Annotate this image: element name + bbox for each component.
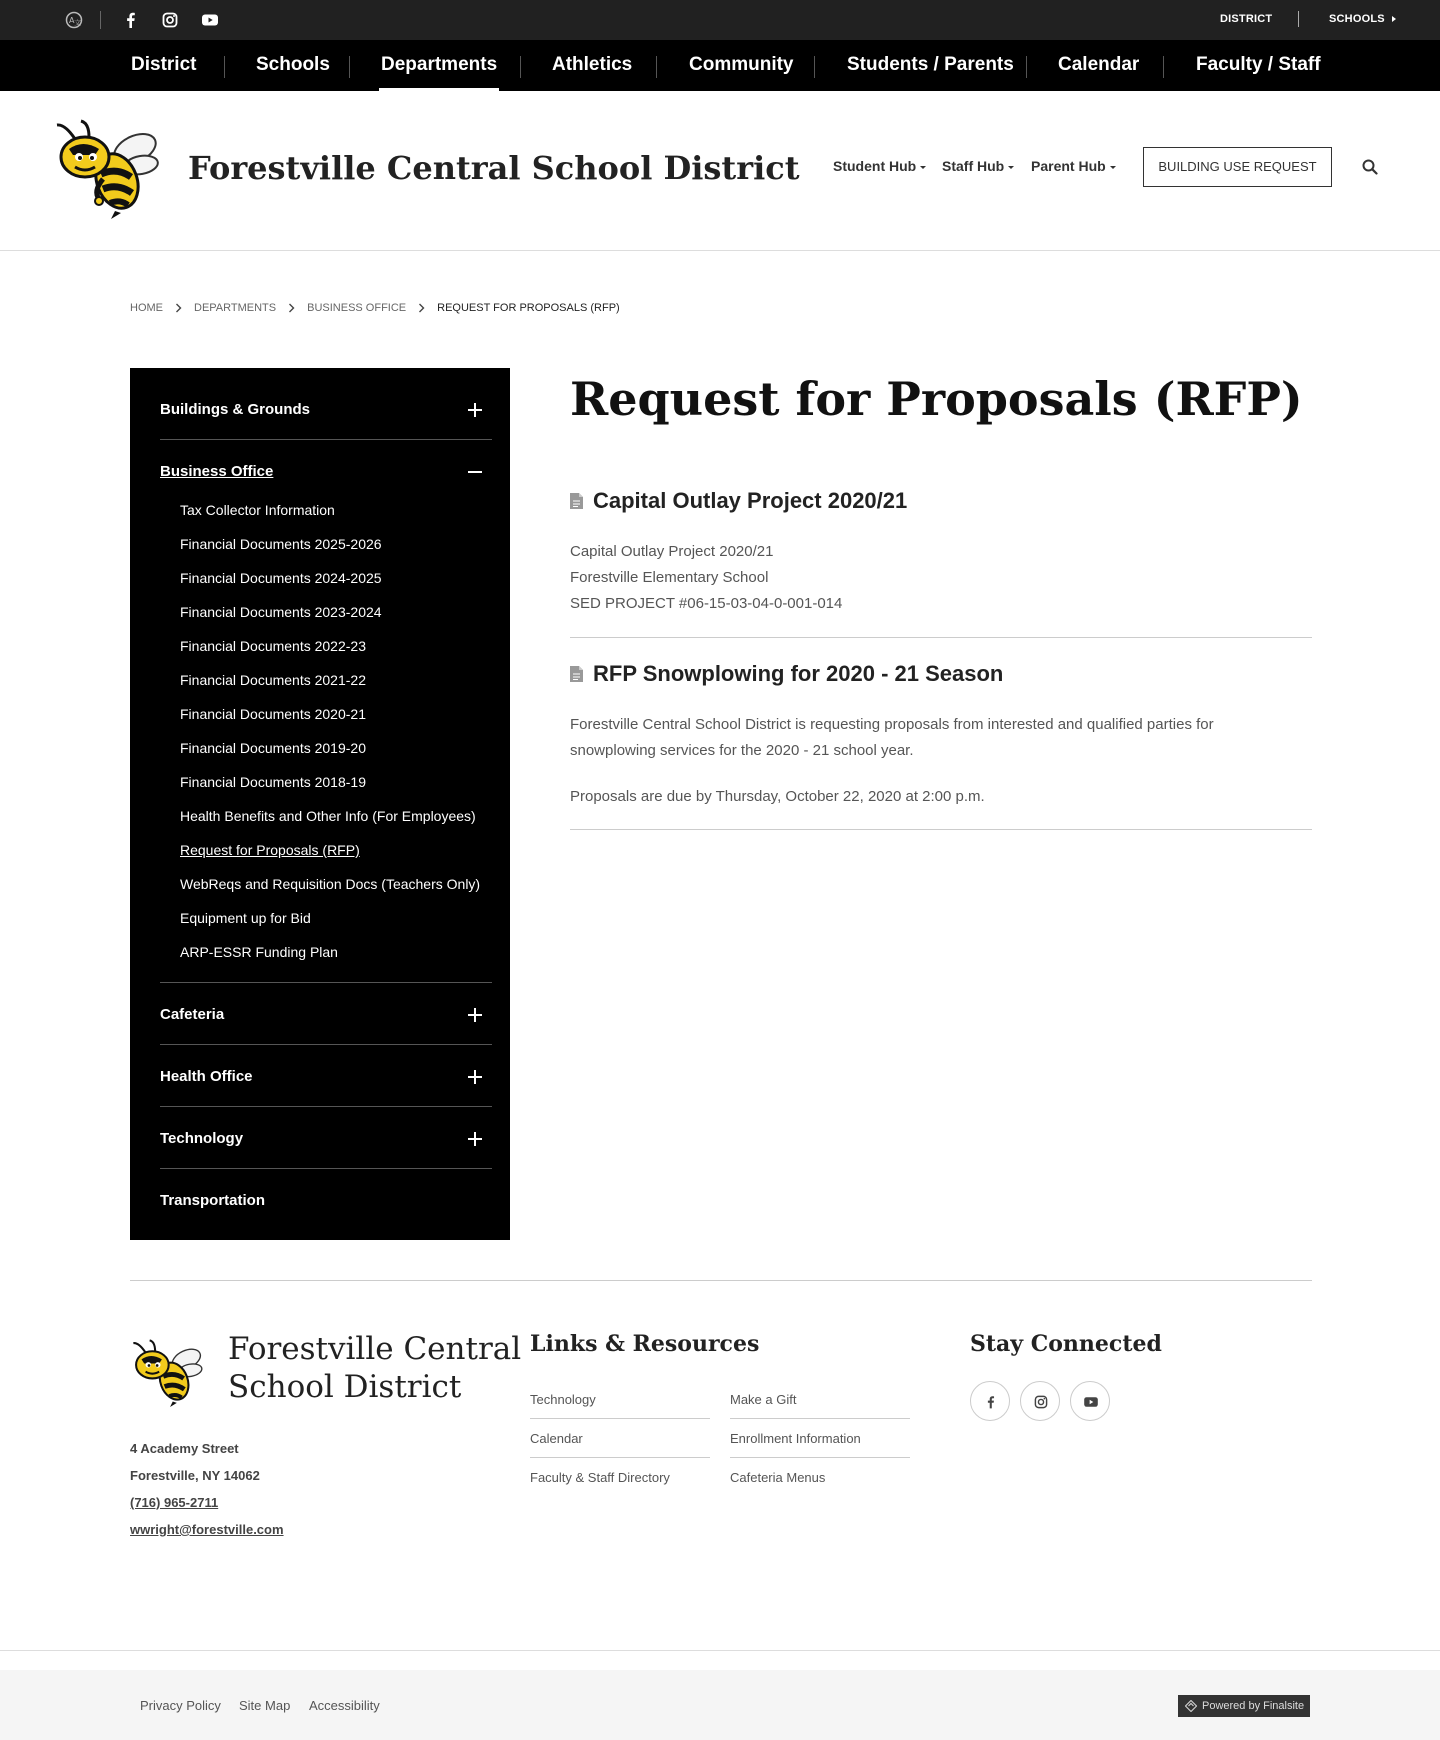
page-title: Request for Proposals (RFP) [570,372,1303,426]
sidebar-divider [160,1106,492,1107]
chevron-right-icon [175,303,182,313]
footer-hornet-logo[interactable] [132,1338,204,1408]
district-link[interactable]: DISTRICT [1220,13,1273,25]
schools-dropdown[interactable] [1329,13,1396,25]
document-icon [570,666,583,682]
post-line: snowplowing services for the 2020 - 21 school year. [570,742,914,759]
utility-divider [100,11,101,29]
nav-divider [1026,56,1027,78]
sidebar-divider [160,439,492,440]
address-city: Forestville, NY 14062 [130,1468,260,1483]
nav-divider [814,56,815,78]
submenu-item[interactable]: ARP-ESSR Funding Plan [180,944,338,960]
breadcrumb-current: REQUEST FOR PROPOSALS (RFP) [437,302,620,314]
svg-text:A: A [69,16,75,25]
links-resources-heading: Links & Resources [530,1331,760,1357]
hornet-logo[interactable] [55,119,161,219]
sidebar-item-transportation[interactable]: Transportation [160,1192,266,1209]
chevron-right-icon [418,303,425,313]
sidebar-item-cafeteria[interactable]: Cafeteria [160,1006,225,1023]
breadcrumb-departments[interactable]: DEPARTMENTS [194,302,277,314]
sidebar-section-health-office [160,1068,492,1088]
nav-schools[interactable]: Schools [256,54,330,75]
post-body-capital-outlay [570,539,1290,617]
minus-icon[interactable] [468,465,482,479]
post-line: Forestville Elementary School [570,569,769,586]
nav-divider [224,56,225,78]
footer-youtube-button[interactable] [1070,1381,1110,1421]
footer-instagram-button[interactable] [1020,1381,1060,1421]
utility-divider [1298,11,1299,27]
resource-link-make-a-gift[interactable]: Make a Gift [730,1392,910,1419]
nav-divider [1163,56,1164,78]
student-hub-dropdown[interactable] [833,158,926,174]
submenu-item[interactable]: Financial Documents 2018-19 [180,774,366,790]
sidebar-section-cafeteria [160,1006,492,1026]
submenu-item[interactable]: Financial Documents 2024-2025 [180,570,382,586]
finalsite-logo-icon [1185,1700,1197,1712]
document-icon [570,493,583,509]
breadcrumb [130,302,620,314]
nav-district[interactable]: District [131,54,197,75]
resource-link-technology[interactable]: Technology [530,1392,710,1419]
resource-link-enrollment[interactable]: Enrollment Information [730,1431,910,1458]
site-map-link[interactable]: Site Map [239,1698,291,1713]
post-line: SED PROJECT #06-15-03-04-0-001-014 [570,595,843,612]
footer-divider [130,1280,1312,1281]
caret-down-icon [920,166,926,169]
sidebar-divider [160,1168,492,1169]
schools-label: SCHOOLS [1329,13,1385,25]
post-title-capital-outlay[interactable] [570,488,907,514]
plus-icon[interactable] [468,1132,482,1146]
site-header [0,91,1440,251]
post-body-snowplowing [570,712,1290,810]
submenu-item[interactable]: Financial Documents 2021-22 [180,672,366,688]
submenu-item[interactable]: Financial Documents 2022-23 [180,638,366,654]
nav-students-parents[interactable]: Students / Parents [847,54,1014,75]
staff-hub-label: Staff Hub [942,158,1005,174]
footer-title-line: School District [228,1369,462,1405]
powered-by-finalsite-badge[interactable] [1178,1695,1310,1717]
footer-site-title [228,1330,521,1406]
sidebar-section-business-office [160,463,492,483]
footer-title-line: Forestville Central [228,1331,522,1367]
nav-divider [349,56,350,78]
building-use-request-button[interactable]: BUILDING USE REQUEST [1143,147,1332,187]
plus-icon[interactable] [468,1070,482,1084]
post-title-text: RFP Snowplowing for 2020 - 21 Season [593,661,1004,686]
instagram-icon[interactable] [160,10,180,30]
submenu-item[interactable]: Financial Documents 2019-20 [180,740,366,756]
translate-icon[interactable] [64,10,84,30]
resource-link-directory[interactable]: Faculty & Staff Directory [530,1470,670,1485]
powered-by-text: Powered by Finalsite [1202,1700,1305,1712]
sidebar-item-health-office[interactable]: Health Office [160,1068,253,1085]
privacy-policy-link[interactable]: Privacy Policy [140,1698,221,1713]
section-sidebar [130,368,510,1240]
sidebar-section-transportation [160,1192,492,1212]
submenu-item[interactable]: Health Benefits and Other Info (For Employees) [180,808,476,824]
sidebar-section-technology [160,1130,492,1150]
chevron-right-icon [288,303,295,313]
utility-bar [0,0,1440,40]
plus-icon[interactable] [468,403,482,417]
main-nav [0,40,1440,91]
nav-divider [656,56,657,78]
post-line: Proposals are due by Thursday, October 22, 2020 at 2:00 p.m. [570,788,985,805]
nav-faculty-staff[interactable]: Faculty / Staff [1196,54,1321,75]
nav-calendar[interactable]: Calendar [1058,54,1140,75]
footer-facebook-button[interactable] [970,1381,1010,1421]
accessibility-link[interactable]: Accessibility [309,1698,380,1713]
submenu-item[interactable]: Financial Documents 2020-21 [180,706,366,722]
parent-hub-label: Parent Hub [1031,158,1106,174]
email-link[interactable]: wwright@forestville.com [130,1522,284,1537]
address-street: 4 Academy Street [130,1441,239,1456]
student-hub-label: Student Hub [833,158,917,174]
caret-down-icon [1110,166,1116,169]
footer-bottom-divider [0,1650,1440,1651]
submenu-item[interactable]: Tax Collector Information [180,502,335,518]
site-title[interactable]: Forestville Central School District [188,149,800,187]
submenu-item[interactable]: Financial Documents 2025-2026 [180,536,382,552]
svg-text:文: 文 [74,19,81,27]
sidebar-divider [160,982,492,983]
submenu-item[interactable]: WebReqs and Requisition Docs (Teachers Only) [180,876,481,892]
caret-right-icon [1392,16,1396,22]
submenu-item[interactable]: Equipment up for Bid [180,910,311,926]
sidebar-item-business-office[interactable]: Business Office [160,463,274,480]
post-title-snowplowing[interactable] [570,661,1003,687]
youtube-icon [1083,1394,1099,1410]
post-divider [570,637,1312,638]
facebook-icon [983,1394,999,1410]
sidebar-divider [160,1044,492,1045]
post-line: Forestville Central School District is requesting proposals from interested and qualified parties for [570,716,1214,733]
plus-icon[interactable] [468,1008,482,1022]
post-divider [570,829,1312,830]
caret-down-icon [1008,166,1014,169]
bottom-bar [0,1670,1440,1740]
phone-link[interactable]: (716) 965-2711 [130,1495,219,1510]
sidebar-item-buildings-grounds[interactable]: Buildings & Grounds [160,401,310,418]
nav-community[interactable]: Community [689,54,794,75]
post-line: Capital Outlay Project 2020/21 [570,543,774,560]
post-title-text: Capital Outlay Project 2020/21 [593,488,908,513]
youtube-icon[interactable] [200,10,220,30]
instagram-icon [1033,1394,1049,1410]
staff-hub-dropdown[interactable] [942,158,1014,174]
sidebar-section-buildings-grounds [160,401,492,421]
facebook-icon[interactable] [121,10,141,30]
breadcrumb-business-office[interactable]: BUSINESS OFFICE [307,302,407,314]
search-icon[interactable] [1362,159,1378,175]
resource-link-cafeteria-menus[interactable]: Cafeteria Menus [730,1470,826,1485]
sidebar-item-technology[interactable]: Technology [160,1130,244,1147]
submenu-item-current[interactable]: Request for Proposals (RFP) [180,842,360,858]
nav-departments[interactable]: Departments [379,54,499,91]
nav-divider [520,56,521,78]
resource-link-calendar[interactable]: Calendar [530,1431,710,1458]
parent-hub-dropdown[interactable] [1031,158,1116,174]
breadcrumb-home[interactable]: HOME [130,302,163,314]
stay-connected-heading: Stay Connected [970,1331,1162,1357]
nav-athletics[interactable]: Athletics [552,54,633,75]
submenu-item[interactable]: Financial Documents 2023-2024 [180,604,382,620]
